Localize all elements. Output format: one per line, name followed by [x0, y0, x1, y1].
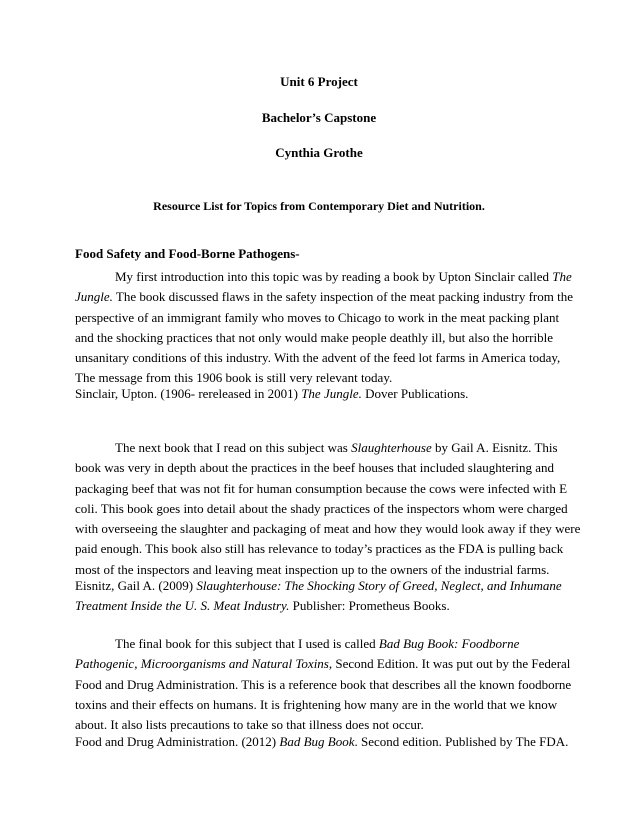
p1-line-5: unsanitary conditions of this industry. With the advent of the feed lot farms in America today, — [75, 350, 561, 366]
paragraph-3 — [75, 634, 572, 735]
p1-line-2: Jungle. The book discussed flaws in the safety inspection of the meat packing industry from the — [75, 289, 573, 305]
paragraph-2 — [75, 438, 581, 580]
p1-line-1: My first introduction into this topic was by reading a book by Upton Sinclair called The — [115, 269, 572, 284]
p3-line-1: The final book for this subject that I used is called Bad Bug Book: Foodborne — [115, 636, 520, 651]
p3-line-3: Food and Drug Administration. This is a reference book that describes all the known foodborne — [75, 676, 572, 692]
reference-2: Eisnitz, Gail A. (2009) Slaughterhouse: The Shocking Story of Greed, Neglect, and Inhumane Treatment Inside the U. S. Meat Industry. Publisher: Prometheus Books. — [75, 578, 562, 614]
p2-line-3: packaging beef that was not fit for human consumption because the cows were infected with E — [75, 480, 568, 496]
p3-line-5: about. It also lists precautions to take so that illness does not occur. — [75, 717, 424, 733]
reference-1: Sinclair, Upton. (1906- rereleased in 2001) The Jungle. Dover Publications. — [75, 386, 469, 401]
paragraph-1 — [75, 267, 573, 389]
p2-line-7: most of the inspectors and leaving meat inspection up to the owners of the industrial farms. — [75, 561, 550, 577]
p3-line-2: Pathogenic, Microorganisms and Natural Toxins, Second Edition. It was put out by the Federal — [75, 656, 571, 672]
reference-3: Food and Drug Administration. (2012) Bad Bug Book. Second edition. Published by The FDA. — [75, 734, 569, 749]
p2-line-4: coli. This book goes into detail about the shady practices of the inspectors whom were charged — [75, 500, 568, 516]
p1-line-3: perspective of an immigrant family who moves to Chicago to work in the meat packing plant — [75, 309, 560, 325]
author-name: Cynthia Grothe — [275, 145, 363, 160]
p2-line-6: paid enough. This book also still has relevance to today’s practices as the FDA is pulling back — [75, 541, 564, 557]
p1-line-4: and the shocking practices that not only would make people deathly ill, but also the horrible — [75, 329, 553, 345]
resource-list-title: Resource List for Topics from Contemporary Diet and Nutrition. — [153, 199, 485, 213]
course-title: Bachelor’s Capstone — [261, 110, 377, 125]
p1-line-6: The message from this 1906 book is still very relevant today. — [75, 370, 393, 386]
p3-line-4: toxins and their effects on humans. It is frightening how many are in the world that we know — [75, 696, 558, 712]
unit-title: Unit 6 Project — [280, 74, 358, 89]
p2-line-2: book was very in depth about the practices in the beef houses that included slaughtering and — [75, 460, 555, 476]
p2-line-5: with overseeing the slaughter and packaging of meat and how they would look away if they were — [75, 521, 581, 537]
section-heading: Food Safety and Food-Borne Pathogens- — [75, 246, 300, 261]
p2-line-1: The next book that I read on this subject was Slaughterhouse by Gail A. Eisnitz. This — [115, 440, 558, 455]
